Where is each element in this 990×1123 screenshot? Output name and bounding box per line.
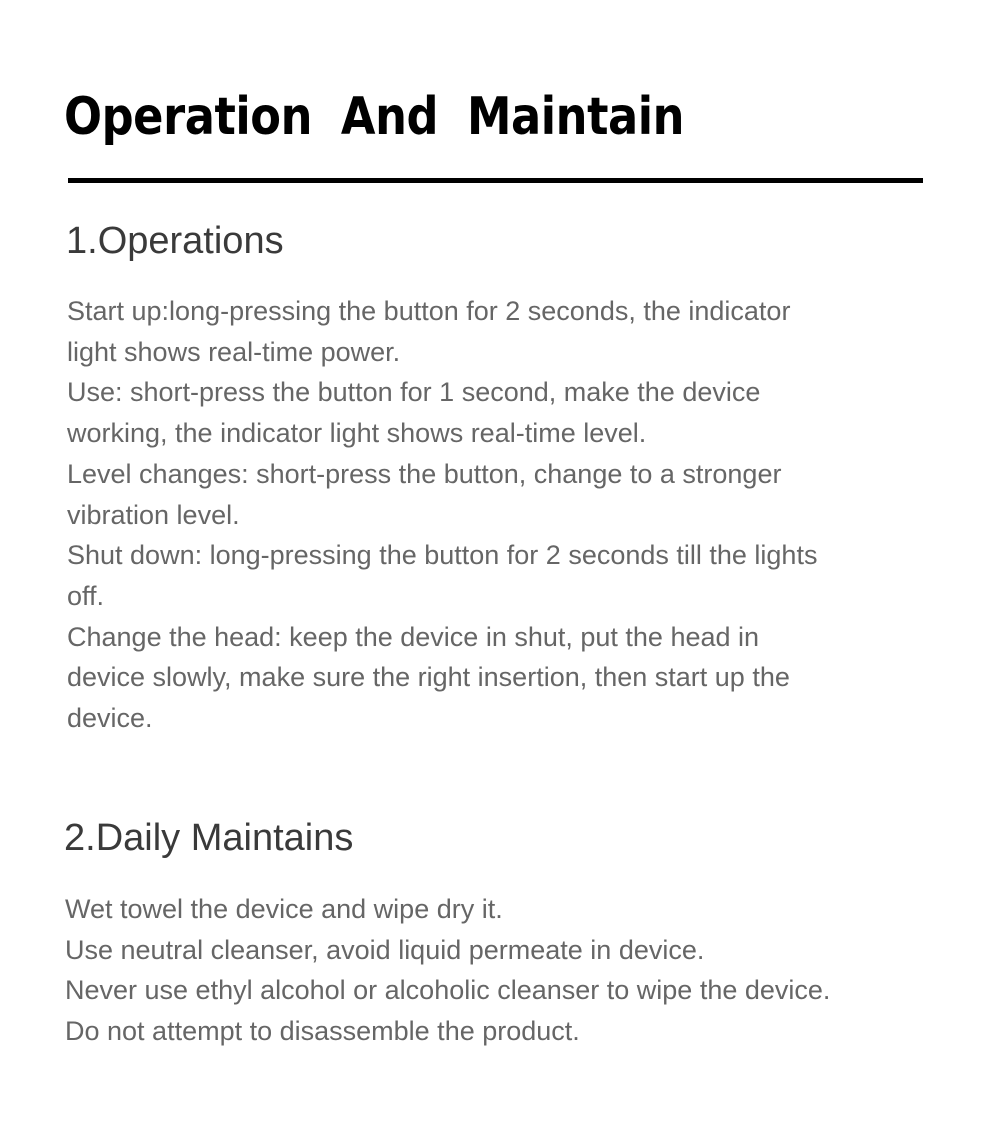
operations-line: Use: short-press the button for 1 second, make the device: [67, 377, 761, 408]
maintenance-line: Wet towel the device and wipe dry it.: [65, 894, 503, 924]
operations-line: vibration level.: [67, 499, 240, 530]
maintenance-line: Do not attempt to disassemble the product.: [65, 1016, 580, 1047]
maintenance-line: Never use ethyl alcohol or alcoholic cleanser to wipe the device.: [65, 975, 831, 1006]
operations-line: Start up:long-pressing the button for 2 seconds, the indicator: [67, 296, 791, 326]
title-divider: [68, 178, 923, 183]
operations-line: light shows real-time power.: [67, 336, 401, 367]
operations-line: Shut down: long-pressing the button for 2 seconds till the lights: [67, 540, 818, 571]
operations-line: off.: [67, 580, 105, 611]
operations-line: device.: [67, 703, 153, 734]
operations-line: device slowly, make sure the right insertion, then start up the: [67, 662, 790, 693]
operations-text: [67, 291, 817, 739]
operations-line: working, the indicator light shows real-time level.: [67, 418, 647, 449]
maintenance-text: [65, 889, 830, 1052]
page-title: Operation And Maintain: [64, 87, 685, 147]
maintenance-heading: 2.Daily Maintains: [64, 817, 354, 859]
operations-line: Level changes: short-press the button, change to a stronger: [67, 458, 782, 489]
operations-heading: 1.Operations: [66, 220, 284, 262]
maintenance-line: Use neutral cleanser, avoid liquid permeate in device.: [65, 934, 705, 965]
operations-line: Change the head: keep the device in shut, put the head in: [67, 621, 760, 652]
